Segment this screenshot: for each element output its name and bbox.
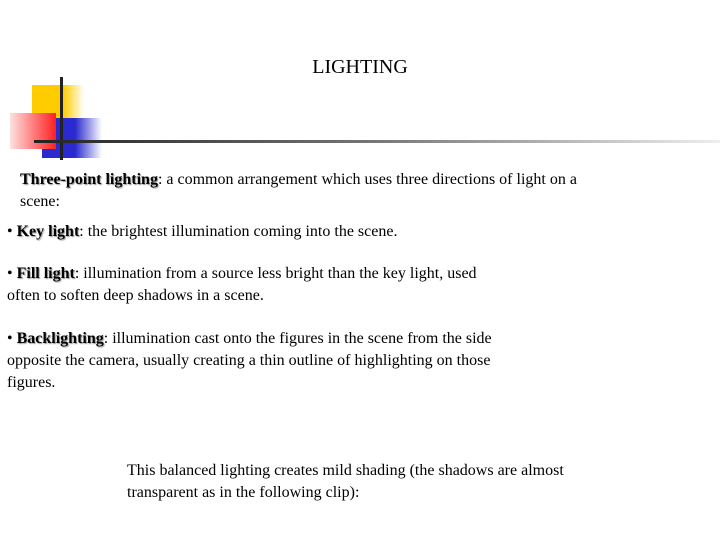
bullet-text: : illumination cast onto the figures in the scene from the side opposite the camera, usually creating a thin outline of highlighting on those figures. [7,330,492,391]
bullet-text: : illumination from a source less bright than the key light, used often to soften deep shadows in a scene. [7,265,477,304]
bullet-text: : the brightest illumination coming into the scene. [79,223,398,240]
bullet-icon: • [7,330,13,347]
bullet-fill-light [7,263,507,307]
bullet-icon: • [7,265,13,282]
intro-paragraph [20,169,590,213]
bullet-key-light [7,221,527,243]
intro-term: Three-point lighting [20,171,158,188]
bullet-term: Fill light [16,265,75,282]
bullet-backlighting [7,328,525,394]
closing-paragraph: This balanced lighting creates mild shading (the shadows are almost transparent as in the following clip): [127,462,564,501]
bullet-term: Backlighting [16,330,104,347]
logo-vertical-line [60,77,63,160]
title-divider [34,140,720,143]
bullet-term: Key light [16,223,80,240]
intro-text: : a common arrangement which uses three directions of light on a scene: [20,171,577,210]
logo-red-square [10,113,56,149]
slide-title: LIGHTING [312,56,408,78]
bullet-icon: • [7,223,13,240]
